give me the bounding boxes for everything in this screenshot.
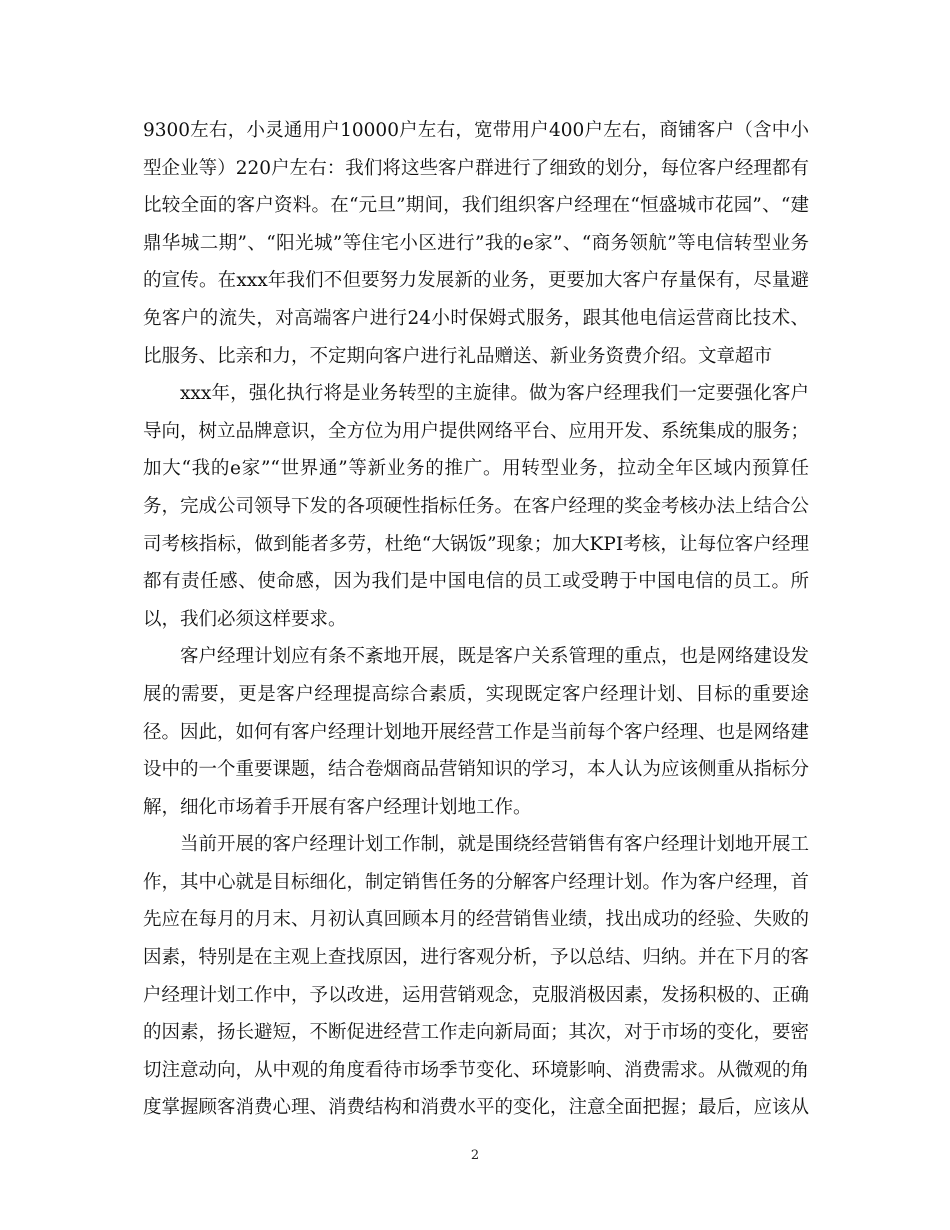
paragraph-3: 客户经理计划应有条不紊地开展，既是客户关系管理的重点，也是网络建设发展的需要，更是客户经理提高综合素质，实现既定客户经理计划、目标的重要途径。因此，如何有客户经理计划地开展经营工作是当前每个客户经理、也是网络建设中的一个重要课题，结合卷烟商品营销知识的学习，本人认为应该侧重从指标分解，细化市场着手开展有客户经理计划地工作。 <box>143 646 810 818</box>
page-number: 2 <box>470 1148 480 1163</box>
document-body <box>143 112 809 1127</box>
paragraph-4: 当前开展的客户经理计划工作制，就是围绕经营销售有客户经理计划地开展工作，其中心就是目标细化，制定销售任务的分解客户经理计划。作为客户经理，首先应在每月的月末、月初认真回顾本月的经营销售业绩，找出成功的经验、失败的因素，特别是在主观上查找原因，进行客观分析，予以总结、归纳。并在下月的客户经理计划工作中，予以改进，运用营销观念，克服消极因素，发扬积极的、正确的因素，扬长避短，不断促进经营工作走向新局面；其次，对于市场的变化，要密切注意动向，从中观的角度看待市场季节变化、环境影响、消费需求。从微观的角度掌握顾客消费心理、消费结构和消费水平的变化，注意全面把握；最后，应该从 <box>143 834 810 1119</box>
paragraph-1: 9300左右，小灵通用户10000户左右，宽带用户400户左右，商铺客户（含中小型企业等）220户左右：我们将这些客户群进行了细致的划分，每位客户经理都有比较全面的客户资料。在“元旦”期间，我们组织客户经理在“恒盛城市花园”、“建鼎华城二期”、“阳光城”等住宅小区进行”我的e家”、“商务领航”等电信转型业务的宣传。在xxx年我们不但要努力发展新的业务，更要加大客户存量保有，尽量避免客户的流失，对高端客户进行24小时保姆式服务，跟其他电信运营商比技术、比服务、比亲和力，不定期向客户进行礼品赠送、新业务资费介绍。文章超市 <box>143 120 809 367</box>
paragraph-2: xxx年，强化执行将是业务转型的主旋律。做为客户经理我们一定要强化客户导向，树立品牌意识，全方位为用户提供网络平台、应用开发、系统集成的服务；加大“我的e家”“世界通”等新业务的推广。用转型业务，拉动全年区域内预算任务，完成公司领导下发的各项硬性指标任务。在客户经理的奖金考核办法上结合公司考核指标，做到能者多劳，杜绝“大锅饭”现象；加大KPI考核，让每位客户经理都有责任感、使命感，因为我们是中国电信的员工或受聘于中国电信的员工。所以，我们必须这样要求。 <box>143 383 810 630</box>
